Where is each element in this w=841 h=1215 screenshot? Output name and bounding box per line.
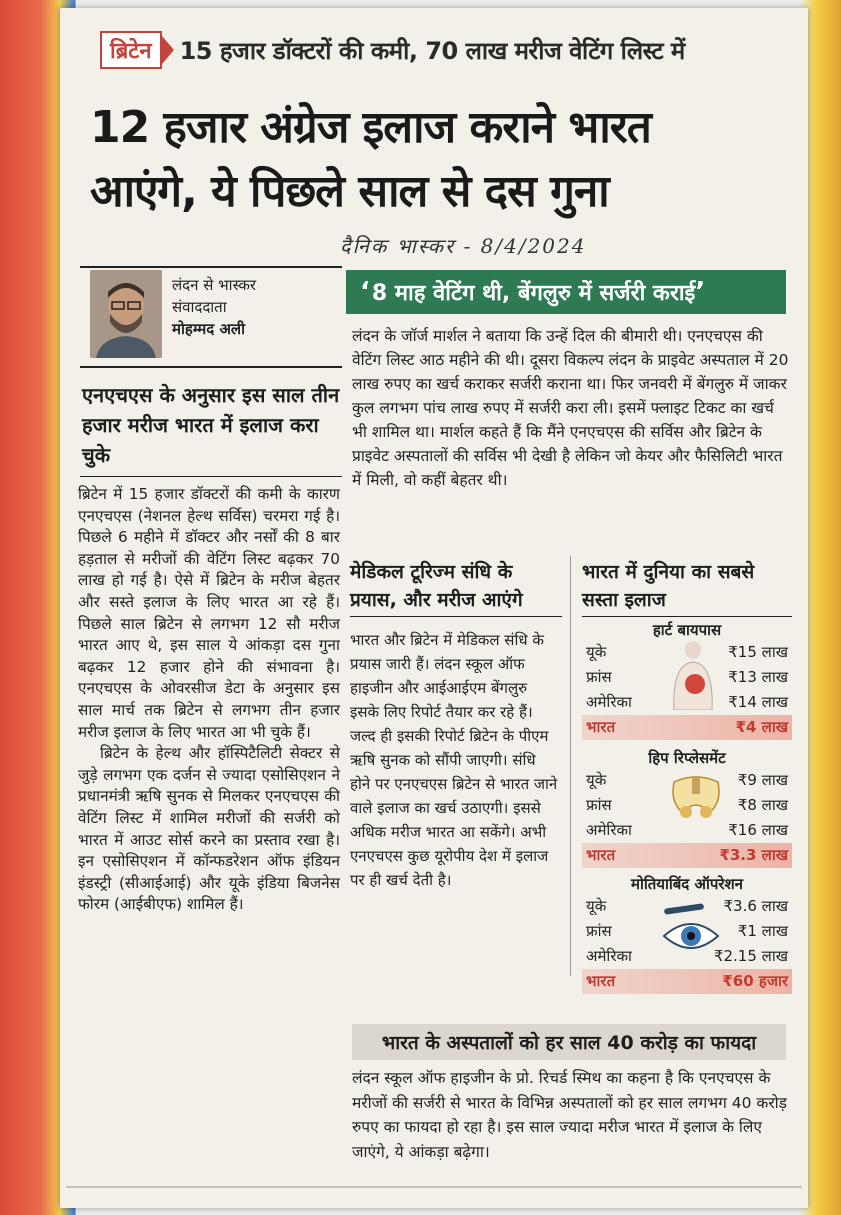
cost-row: यूके ₹3.6 लाख xyxy=(586,897,788,915)
eye-icon xyxy=(660,898,722,962)
cost-box-heading: भारत में दुनिया का सबसे सस्ता इलाज xyxy=(582,561,755,611)
country-tag: ब्रिटेन xyxy=(100,31,162,69)
cost-section-title: हिप रिप्लेसमेंट xyxy=(648,749,726,767)
divider xyxy=(582,616,792,617)
divider xyxy=(80,476,342,477)
quote-mark-icon: ’ xyxy=(695,277,706,307)
cost-row: यूके ₹15 लाख xyxy=(586,643,788,661)
byline-location: लंदन से भास्कर xyxy=(172,276,257,294)
bottom-article: लंदन स्कूल ऑफ हाइजीन के प्रो. रिचर्ड स्मिथ का कहना है कि एनएचएस के मरीजों की सर्जरी से भारत के विभिन्न अस्पतालों को हर साल लगभग 40 करोड़ रुपए का फायदा हो रहा है। इस साल ज्यादा मरीज भारत में इलाज के लिए जाएंगे, ये आंकड़ा बढ़ेगा। xyxy=(352,1069,787,1161)
kicker xyxy=(100,30,685,70)
left-article xyxy=(78,484,340,916)
cost-section-heart-bypass xyxy=(582,620,792,740)
cost-row: अमेरिका ₹16 लाख xyxy=(586,821,788,839)
headline-line-2: आएंगे, ये पिछले साल से दस गुना xyxy=(90,166,609,217)
cost-row-india: भारत ₹3.3 लाख xyxy=(582,843,792,868)
middle-article: भारत और ब्रिटेन में मेडिकल संधि के प्रयास जारी हैं। लंदन स्कूल ऑफ हाइजीन और आईआईएम बेंगलुरु इसके लिए रिपोर्ट तैयार कर रहे हैं। जल्द ही इसकी रिपोर्ट ब्रिटेन के पीएम ऋषि सुनक को सौंपी जाएगी। संधि होने पर एनएचएस ब्रिटेन से भारत जाने वाले इलाज का खर्च उठाएगी। इससे अधिक मरीज भारत आ सकेंगे। अभी एनएचएस कुछ यूरोपीय देश में इलाज पर ही खर्च देती है। xyxy=(350,631,558,889)
cost-row: फ्रांस ₹13 लाख xyxy=(586,668,788,686)
bottom-heading: भारत के अस्पतालों को हर साल 40 करोड़ का फायदा xyxy=(352,1024,786,1060)
cost-row: यूके ₹9 लाख xyxy=(586,771,788,789)
quote-mark-icon: ‘ xyxy=(360,277,370,307)
handwritten-date: दैनिक भास्कर - 8/4/2024 xyxy=(340,234,587,258)
kicker-text: 15 हजार डॉक्टरों की कमी, 70 लाख मरीज वेटिंग लिस्ट में xyxy=(179,36,685,65)
cost-row: अमेरिका ₹14 लाख xyxy=(586,693,788,711)
cost-section-title: हार्ट बायपास xyxy=(652,621,722,639)
byline-name: मोहम्मद अली xyxy=(172,320,245,338)
cost-row: फ्रांस ₹1 लाख xyxy=(586,922,788,940)
divider xyxy=(80,366,342,368)
newspaper-clipping xyxy=(60,8,808,1208)
cost-section-title: मोतियाबिंद ऑपरेशन xyxy=(630,875,744,893)
footer-border xyxy=(66,1186,802,1206)
column-divider xyxy=(570,556,571,976)
cost-row: फ्रांस ₹8 लाख xyxy=(586,796,788,814)
reporter-photo xyxy=(90,270,162,358)
headline xyxy=(90,96,790,224)
byline-role: संवाददाता xyxy=(172,298,227,316)
divider xyxy=(350,616,562,617)
headline-line-1: 12 हजार अंग्रेज इलाज कराने भारत xyxy=(90,102,651,153)
quote-text: लंदन के जॉर्ज मार्शल ने बताया कि उन्हें दिल की बीमारी थी। एनएचएस की वेटिंग लिस्ट आठ महीने की थी। दूसरा विकल्प लंदन के प्राइवेट अस्पताल में 20 लाख रुपए का खर्च कराकर सर्जरी कराना था। फिर जनवरी में बेंगलुरु में जाकर कुल लगभग पांच लाख रुपए में सर्जरी करा ली। इसमें फ्लाइट टिकट का खर्च भी शामिल था। मार्शल कहते हैं कि मैंने एनएचएस की सर्विस और ब्रिटेन के प्राइवेट अस्पतालों की सर्विस भी देखी है लेकिन जो केयर और फैसिलिटी भारत में मिली, वो कहीं बेहतर थी। xyxy=(352,327,789,489)
middle-subheading: मेडिकल टूरिज्म संधि के प्रयास, और मरीज आएंगे xyxy=(350,561,523,611)
cost-row-india: भारत ₹4 लाख xyxy=(582,715,792,740)
kicker-arrow-icon xyxy=(162,36,174,64)
left-subheading: एनएचएस के अनुसार इस साल तीन हजार मरीज भारत में इलाज करा चुके xyxy=(82,383,340,467)
divider xyxy=(80,266,342,268)
left-paragraph-2: ब्रिटेन के हेल्थ और हॉस्पिटैलिटी सेक्टर से जुड़े लगभग एक दर्जन से ज्यादा एसोसिएशन ने प्रधानमंत्री ऋषि सुनक से मिलकर एनएचएस की वेटिंग लिस्ट में शामिल मरीजों की सर्जरी को भारत में आउट सोर्स करने का प्रस्ताव रखा है। इन एसोसिएशन में कॉन्फडरेशन ऑफ इंडियन इंडस्ट्री (सीआईआई) और यूके इंडिया बिजनेस फोरम (आईबीएफ) शामिल हैं। xyxy=(78,744,340,914)
cost-section-cataract xyxy=(582,874,792,994)
cost-row-india: भारत ₹60 हजार xyxy=(582,969,792,994)
heart-icon xyxy=(668,640,718,714)
left-paragraph-1: ब्रिटेन में 15 हजार डॉक्टरों की कमी के कारण एनएचएस (नेशनल हेल्थ सर्विस) चरमरा गई है। पिछले 6 महीने में डॉक्टर और नर्सों की 8 बार हड़ताल से मरीजों की वेटिंग लिस्ट बढ़कर 70 लाख हो गई है। ऐसे में ब्रिटेन के मरीज बेहतर और सस्ते इलाज के लिए भारत आ रहे हैं। पिछले साल ब्रिटेन से लगभग 12 सौ मरीज भारत आए थे, इस साल ये आंकड़ा दस गुना बढ़कर 12 हजार होने की संभावना है। एनएचएस के ओवरसीज डेटा के अनुसार इस साल मार्च तक ब्रिटेन से लगभग तीन हजार मरीज इलाज के लिए भारत आ भी चुके हैं। xyxy=(78,485,340,741)
cost-section-hip-replacement xyxy=(582,748,792,868)
byline xyxy=(172,274,256,340)
cost-row: अमेरिका ₹2.15 लाख xyxy=(586,947,788,965)
hip-bone-icon xyxy=(668,772,724,830)
quote-heading: ‘ 8 माह वेटिंग थी, बेंगलुरु में सर्जरी कराई ’ xyxy=(346,270,786,314)
